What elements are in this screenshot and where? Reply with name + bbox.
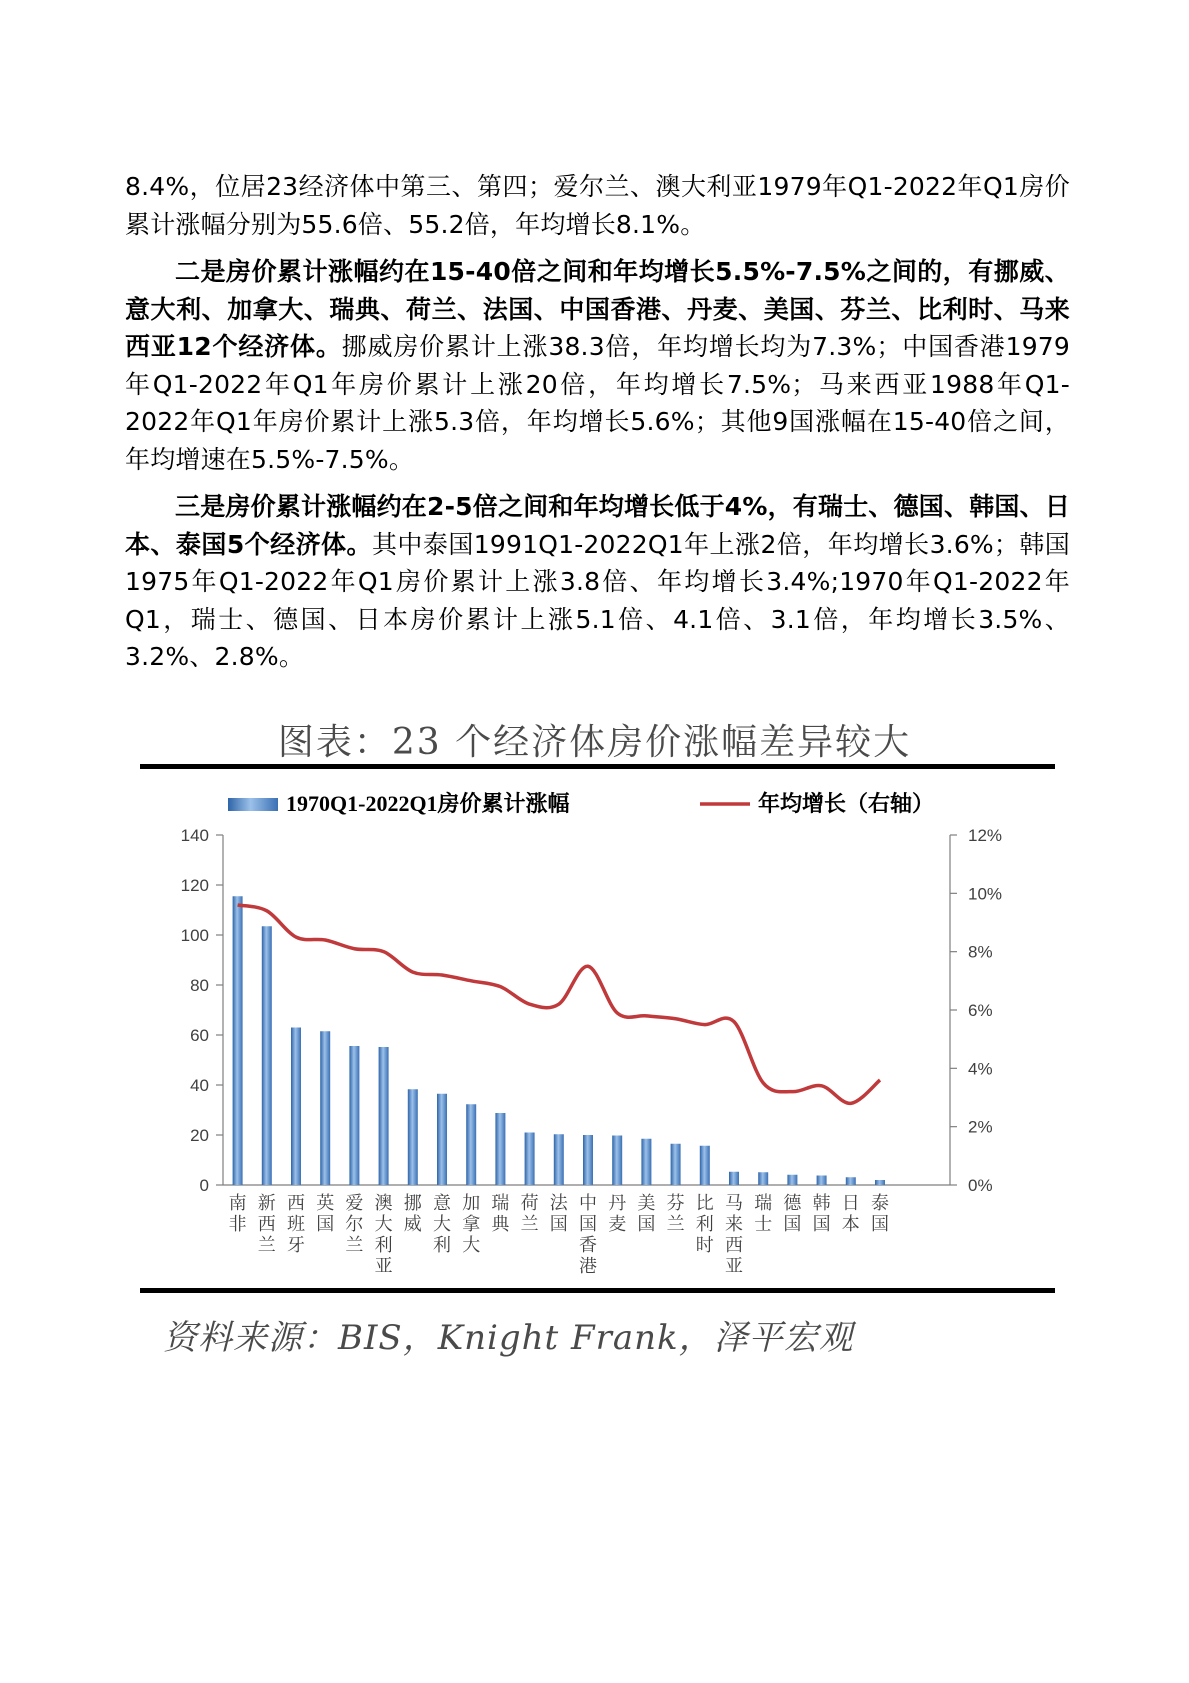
x-tick-char: 德 bbox=[783, 1193, 802, 1214]
bar bbox=[233, 896, 243, 1185]
bar bbox=[320, 1031, 330, 1185]
left-tick-label: 140 bbox=[180, 826, 209, 845]
left-tick-label: 60 bbox=[190, 1026, 209, 1045]
source-note: 资料来源：BIS，Knight Frank，泽平宏观 bbox=[163, 1318, 854, 1358]
bar bbox=[729, 1172, 739, 1185]
x-tick-label bbox=[521, 1193, 539, 1235]
x-tick-label bbox=[608, 1193, 626, 1235]
bar bbox=[437, 1094, 447, 1185]
x-tick-char: 香 bbox=[579, 1235, 597, 1256]
x-tick-label bbox=[783, 1193, 802, 1235]
right-tick-label: 4% bbox=[968, 1059, 993, 1079]
x-tick-char: 本 bbox=[841, 1214, 860, 1235]
x-tick-char: 美 bbox=[637, 1193, 656, 1214]
x-tick-char: 英 bbox=[316, 1193, 335, 1214]
x-tick-label bbox=[667, 1193, 685, 1235]
x-tick-char: 中 bbox=[579, 1193, 597, 1214]
x-tick-label bbox=[229, 1192, 247, 1235]
x-tick-char: 亚 bbox=[725, 1256, 743, 1277]
x-tick-char: 丹 bbox=[608, 1193, 627, 1214]
right-tick-label: 0% bbox=[968, 1176, 993, 1195]
x-tick-char: 西 bbox=[725, 1235, 743, 1256]
right-tick-label: 2% bbox=[968, 1117, 993, 1137]
x-tick-char: 瑞 bbox=[754, 1193, 773, 1214]
x-tick-label bbox=[637, 1193, 655, 1235]
bar bbox=[466, 1104, 476, 1185]
x-tick-char: 意 bbox=[433, 1193, 451, 1214]
x-tick-char: 荷 bbox=[520, 1193, 539, 1214]
x-tick-label bbox=[725, 1193, 743, 1277]
paragraph-2-bold: 二是房价累计涨幅约在15-40倍之间和年均增长5.5%-7.5%之间的，有挪威、意大利、加拿大、瑞典、荷兰、法国、中国香港、丹麦、美国、芬兰、比利时、马来西亚12个经济体。 bbox=[125, 257, 1070, 361]
x-tick-char: 威 bbox=[403, 1214, 422, 1235]
left-tick-label: 20 bbox=[190, 1126, 209, 1145]
bar bbox=[583, 1135, 593, 1185]
x-tick-label bbox=[462, 1193, 480, 1256]
x-tick-char: 港 bbox=[579, 1256, 597, 1277]
x-tick-char: 大 bbox=[433, 1214, 451, 1235]
x-tick-char: 日 bbox=[841, 1193, 860, 1214]
x-tick-char: 利 bbox=[433, 1235, 451, 1256]
right-tick-label: 8% bbox=[968, 942, 993, 962]
x-tick-label bbox=[404, 1193, 422, 1235]
paragraph-3-bold: 三是房价累计涨幅约在2-5倍之间和年均增长低于4%，有瑞士、德国、韩国、日本、泰国5个经济体。 bbox=[125, 492, 1071, 559]
bar bbox=[525, 1133, 535, 1186]
x-tick-char: 兰 bbox=[520, 1214, 539, 1235]
x-tick-char: 麦 bbox=[608, 1214, 627, 1235]
legend-line-label: 年均增长（右轴） bbox=[758, 791, 935, 817]
left-tick-label: 40 bbox=[190, 1076, 209, 1095]
x-tick-char: 芬 bbox=[666, 1193, 685, 1214]
figure-top-rule bbox=[140, 764, 1055, 769]
x-tick-label bbox=[754, 1193, 772, 1235]
x-tick-char: 亚 bbox=[374, 1256, 393, 1277]
bar bbox=[554, 1134, 564, 1185]
x-tick-char: 兰 bbox=[257, 1235, 276, 1256]
paragraph-1-text: 8.4%，位居23经济体中第三、第四；爱尔兰、澳大利亚1979年Q1-2022年Q1房价累计涨幅分别为55.6倍、55.2倍，年均增长8.1%。 bbox=[125, 172, 1070, 239]
x-tick-char: 西 bbox=[257, 1214, 276, 1235]
right-tick-label: 10% bbox=[968, 884, 1003, 904]
left-tick-label: 120 bbox=[180, 876, 209, 895]
paragraph-2-text: 挪威房价累计上涨38.3倍，年均增长均为7.3%；中国香港1979年Q1-2022年Q1年房价累计上涨20倍，年均增长7.5%；马来西亚1988年Q1-2022年Q1年房价累计上涨5.3倍，年均增长5.6%；其他9国涨幅在15-40倍之间，年均增速在5.5%-7.5%。 bbox=[125, 332, 1071, 474]
x-tick-char: 国 bbox=[783, 1214, 802, 1235]
bar bbox=[408, 1089, 418, 1185]
annual-growth-line bbox=[238, 905, 880, 1103]
bar bbox=[495, 1113, 505, 1185]
x-tick-char: 尔 bbox=[345, 1214, 364, 1235]
x-tick-char: 泰 bbox=[871, 1193, 889, 1214]
left-tick-label: 0 bbox=[199, 1176, 209, 1195]
x-tick-char: 新 bbox=[257, 1193, 276, 1214]
right-tick-label: 6% bbox=[968, 1001, 993, 1020]
x-tick-char: 来 bbox=[725, 1214, 743, 1235]
x-tick-label bbox=[258, 1193, 276, 1256]
x-tick-char: 南 bbox=[228, 1193, 247, 1214]
bar bbox=[612, 1136, 622, 1186]
x-tick-label bbox=[375, 1193, 393, 1277]
bar bbox=[758, 1172, 768, 1185]
x-tick-char: 西 bbox=[287, 1193, 305, 1214]
x-tick-char: 利 bbox=[695, 1214, 714, 1235]
x-tick-char: 牙 bbox=[287, 1235, 305, 1256]
x-tick-char: 利 bbox=[374, 1235, 393, 1256]
left-tick-label: 80 bbox=[190, 976, 209, 995]
x-tick-char: 挪 bbox=[403, 1193, 422, 1214]
x-tick-char: 兰 bbox=[666, 1214, 685, 1235]
x-tick-label bbox=[433, 1193, 451, 1256]
figure-bottom-rule bbox=[140, 1288, 1055, 1293]
x-tick-char: 国 bbox=[549, 1214, 568, 1235]
x-tick-label bbox=[345, 1193, 363, 1256]
x-tick-label bbox=[550, 1193, 569, 1235]
x-tick-char: 法 bbox=[549, 1193, 568, 1214]
legend-bar-label: 1970Q1-2022Q1房价累计涨幅 bbox=[286, 791, 570, 816]
paragraph-1 bbox=[125, 168, 1070, 243]
x-tick-label bbox=[287, 1193, 305, 1256]
x-tick-char: 时 bbox=[695, 1235, 714, 1256]
x-tick-char: 大 bbox=[374, 1214, 393, 1235]
x-tick-char: 国 bbox=[871, 1214, 889, 1235]
right-tick-label: 12% bbox=[968, 826, 1003, 845]
x-tick-char: 国 bbox=[812, 1214, 831, 1235]
x-tick-char: 国 bbox=[316, 1214, 335, 1235]
bar bbox=[787, 1175, 797, 1185]
x-tick-label bbox=[813, 1193, 831, 1235]
x-tick-label bbox=[491, 1193, 510, 1235]
bar bbox=[846, 1177, 856, 1185]
figure-title: 图表：23 个经济体房价涨幅差异较大 bbox=[277, 722, 912, 763]
x-tick-label bbox=[579, 1193, 597, 1277]
legend-bar-swatch bbox=[228, 798, 278, 811]
x-tick-char: 澳 bbox=[374, 1193, 393, 1214]
x-tick-char: 国 bbox=[579, 1214, 597, 1235]
x-tick-char: 士 bbox=[754, 1214, 773, 1235]
x-tick-char: 国 bbox=[637, 1214, 656, 1235]
x-tick-char: 韩 bbox=[812, 1193, 831, 1214]
paragraph-2 bbox=[125, 253, 1070, 478]
x-tick-char: 大 bbox=[462, 1235, 481, 1256]
x-tick-label bbox=[842, 1193, 860, 1235]
x-tick-label bbox=[316, 1193, 334, 1235]
x-tick-label bbox=[696, 1193, 714, 1256]
x-tick-char: 非 bbox=[228, 1214, 247, 1235]
bar bbox=[875, 1180, 885, 1185]
bar bbox=[291, 1028, 301, 1186]
bar bbox=[700, 1146, 710, 1185]
bar bbox=[262, 926, 272, 1185]
x-tick-char: 爱 bbox=[345, 1193, 364, 1214]
x-tick-char: 典 bbox=[491, 1214, 510, 1235]
chart-legend bbox=[228, 791, 934, 817]
x-tick-char: 拿 bbox=[462, 1214, 481, 1235]
bar bbox=[379, 1047, 389, 1185]
bar bbox=[349, 1046, 359, 1185]
left-tick-label: 100 bbox=[180, 926, 209, 945]
x-tick-char: 马 bbox=[725, 1193, 743, 1214]
x-tick-char: 班 bbox=[287, 1214, 305, 1235]
x-tick-label bbox=[871, 1193, 889, 1235]
bar bbox=[671, 1144, 681, 1185]
x-tick-char: 比 bbox=[695, 1193, 714, 1214]
x-tick-char: 兰 bbox=[345, 1235, 364, 1256]
x-tick-char: 加 bbox=[462, 1193, 481, 1214]
x-tick-char: 瑞 bbox=[491, 1193, 510, 1214]
bar bbox=[641, 1139, 651, 1185]
paragraph-3-text: 其中泰国1991Q1-2022Q1年上涨2倍，年均增长3.6%；韩国1975年Q1-2022年Q1房价累计上涨3.8倍、年均增长3.4%;1970年Q1-2022年Q1，瑞士、德国、日本房价累计上涨5.1倍、4.1倍、3.1倍，年均增长3.5%、3.2%、2.8%。 bbox=[125, 529, 1070, 671]
bar bbox=[817, 1176, 827, 1186]
body-text bbox=[125, 168, 1070, 686]
house-price-chart bbox=[140, 782, 1055, 1290]
x-axis-labels bbox=[229, 1192, 889, 1277]
paragraph-3 bbox=[125, 488, 1070, 676]
